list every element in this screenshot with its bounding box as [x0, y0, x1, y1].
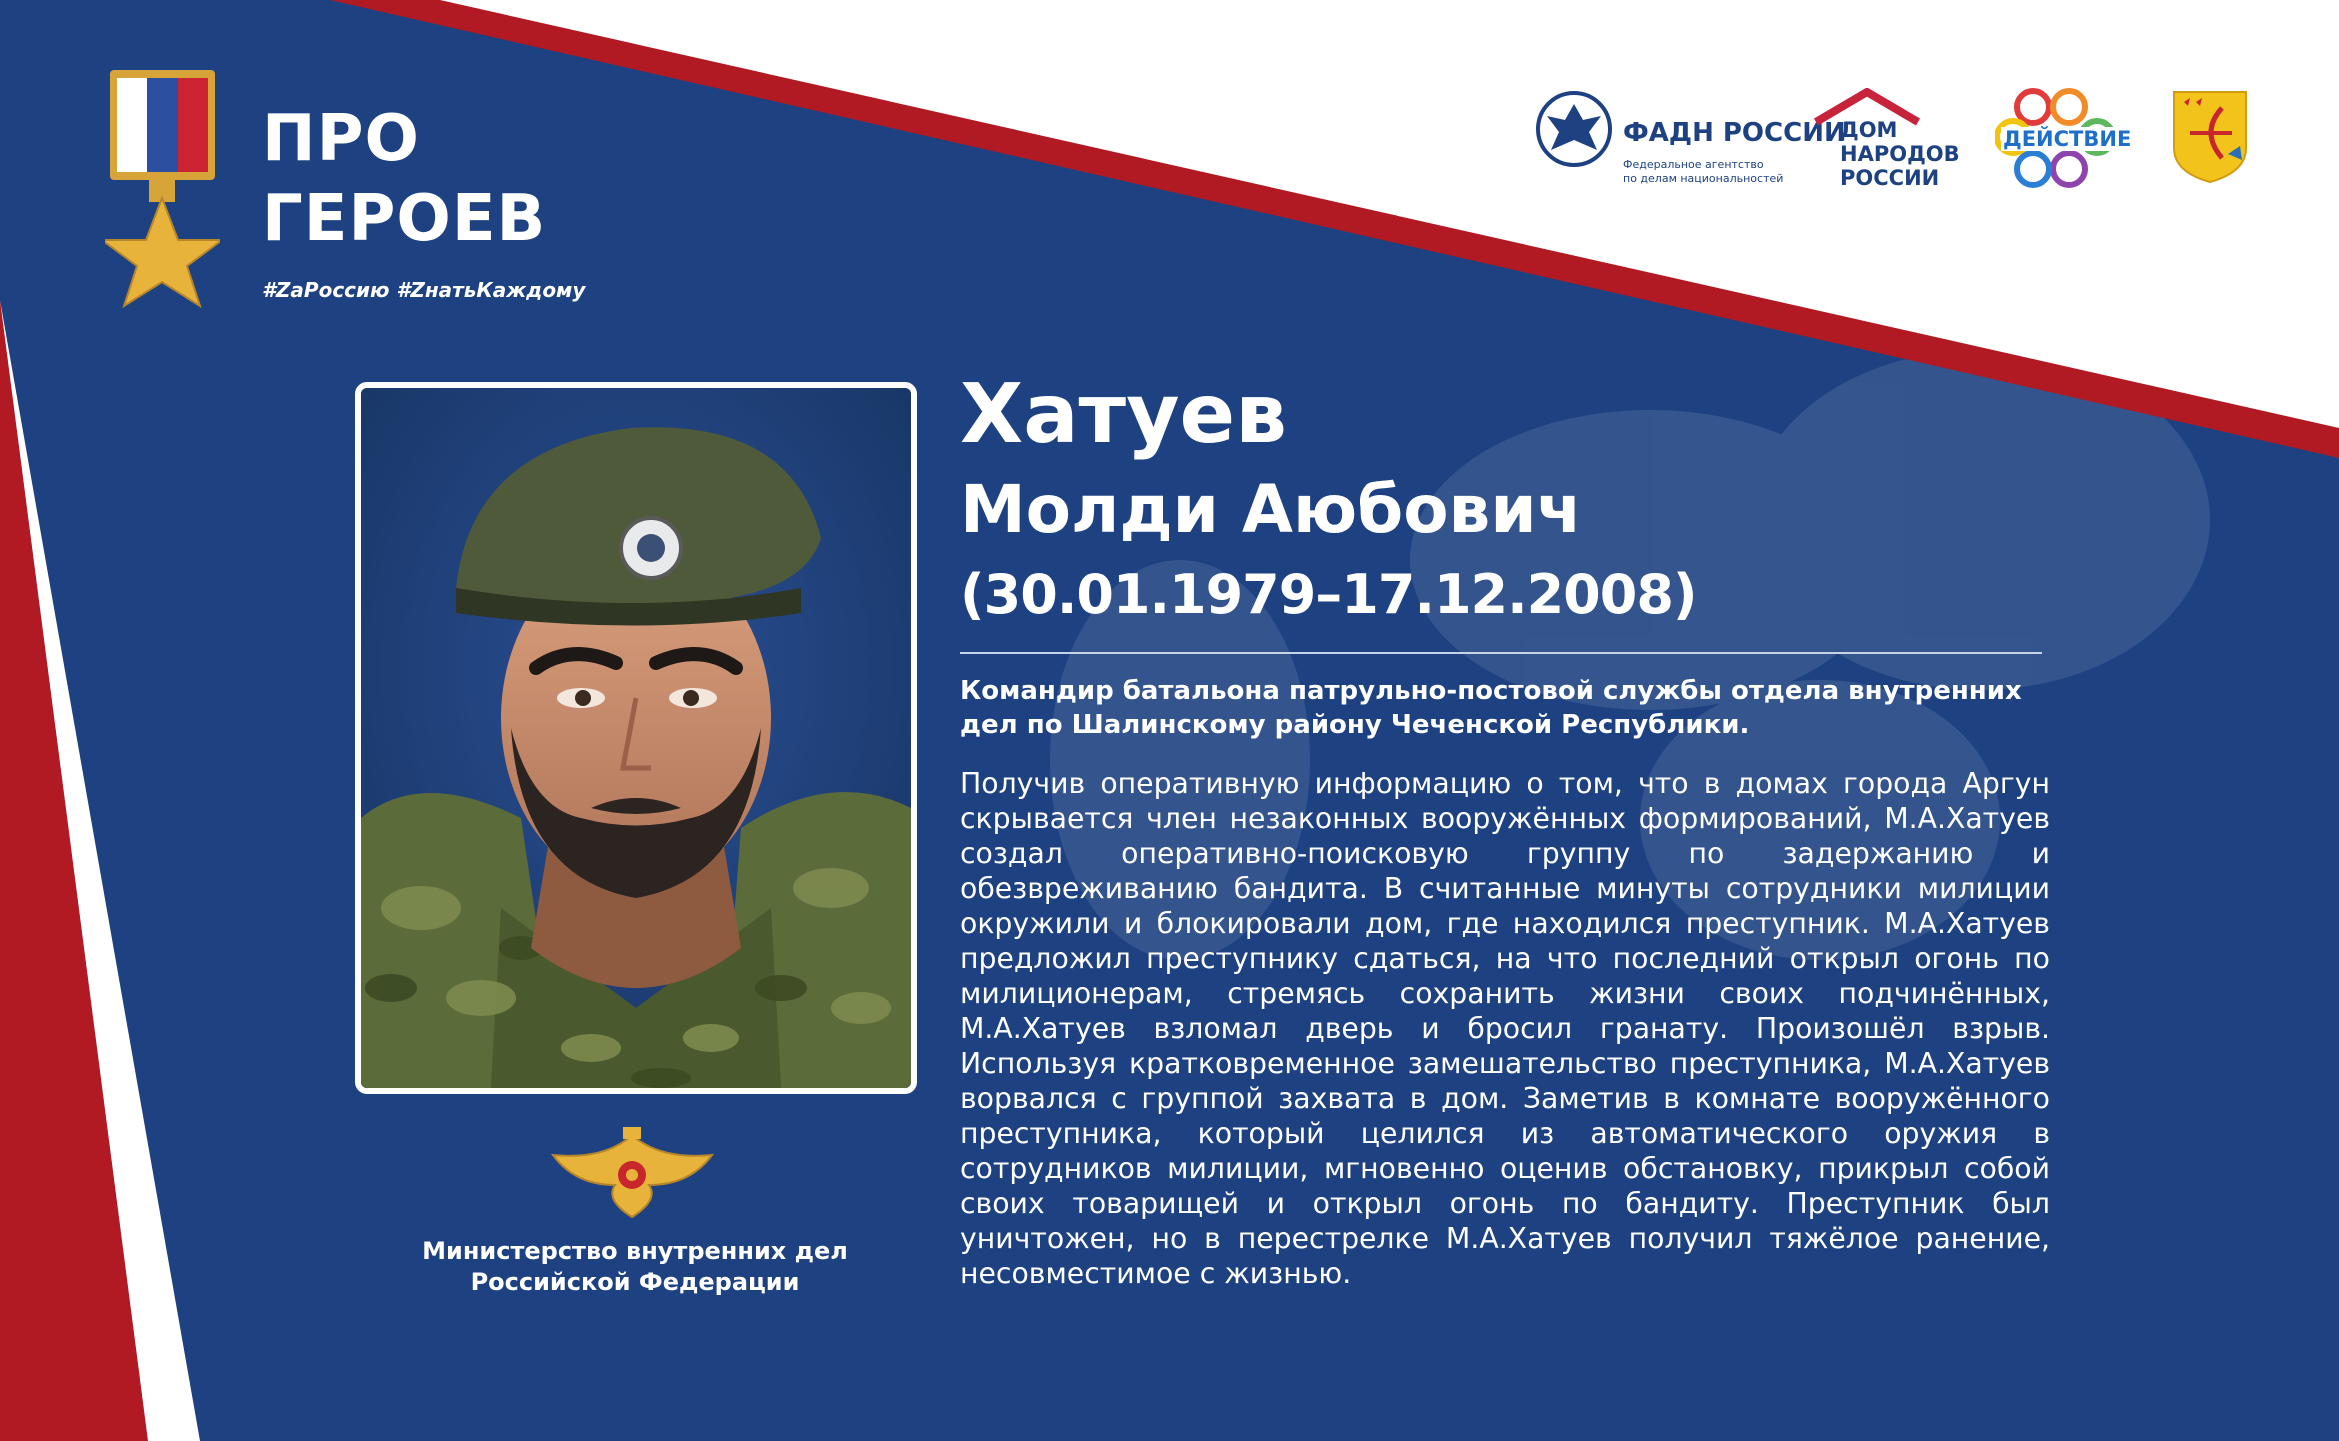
dom-line3: РОССИИ [1840, 166, 1940, 190]
divider-line [960, 652, 2042, 654]
ministry-line2: Российской Федерации [470, 1268, 800, 1296]
deystvie-label: ДЕЙСТВИЕ [2003, 127, 2132, 151]
hero-position: Командир батальона патрульно-постовой службы отдела внутренних дел по Шалинскому району Чеченской Республики. [960, 676, 2022, 740]
brand-title-line2: ГЕРОЕВ [262, 182, 547, 256]
brand-hashtags: #ZаРоссию #ZнатьКаждому [262, 278, 586, 302]
brand-title-line1: ПРО [262, 102, 420, 176]
hero-medal [105, 68, 220, 308]
hero-life-dates: (30.01.1979–17.12.2008) [960, 563, 1697, 626]
fadn-logo [1535, 90, 1846, 190]
kirov-coat-of-arms [2170, 88, 2250, 184]
dom-line1: ДОМ [1840, 118, 1898, 142]
hero-biography: Получив оперативную информацию о том, что в домах города Аргун скрывается член незаконных вооружённых формирований, М.А.Хатуев создал оперативно-поисковую группу по задержанию и обезвреживанию бандита. В считанные минуты сотрудники милиции окружили и блокировали дом, где находился преступник. М.А.Хатуев предложил преступнику сдаться, на что последний открыл огонь по милиционерам, стремясь сохранить жизни своих подчинённых, М.А.Хатуев взломал дверь и бросил гранату. Произошёл взрыв. Используя кратковременное замешательство преступника, М.А.Хатуев ворвался с группой захвата в дом. Заметив в комнате вооружённого преступника, который целился из автоматического оружия в сотрудников милиции, мгновенно оценив обстановку, прикрыл собой своих товарищей и открыл огонь по бандиту. Преступник был уничтожен, но в перестрелке М.А.Хатуев получил тяжёлое ранение, несовместимое с жизнью. [960, 767, 2050, 1290]
ministry-caption [380, 1236, 890, 1298]
fadn-name: ФАДН РОССИИ [1623, 118, 1846, 148]
eagle-emblem-icon [1535, 90, 1613, 168]
deystvie-logo [1995, 85, 2132, 190]
dom-narodov-logo [1812, 88, 1962, 193]
ministry-line1: Министерство внутренних дел [422, 1237, 848, 1265]
hero-given-names: Молди Аюбович [960, 471, 1582, 548]
fadn-subtitle-2: по делам национальностей [1623, 172, 1784, 185]
fadn-subtitle-1: Федеральное агентство [1623, 158, 1764, 171]
dom-line2: НАРОДОВ [1840, 142, 1960, 166]
hero-surname: Хатуев [960, 367, 1288, 462]
mvd-eagle-emblem-icon [545, 1125, 720, 1220]
hero-portrait [355, 382, 917, 1094]
